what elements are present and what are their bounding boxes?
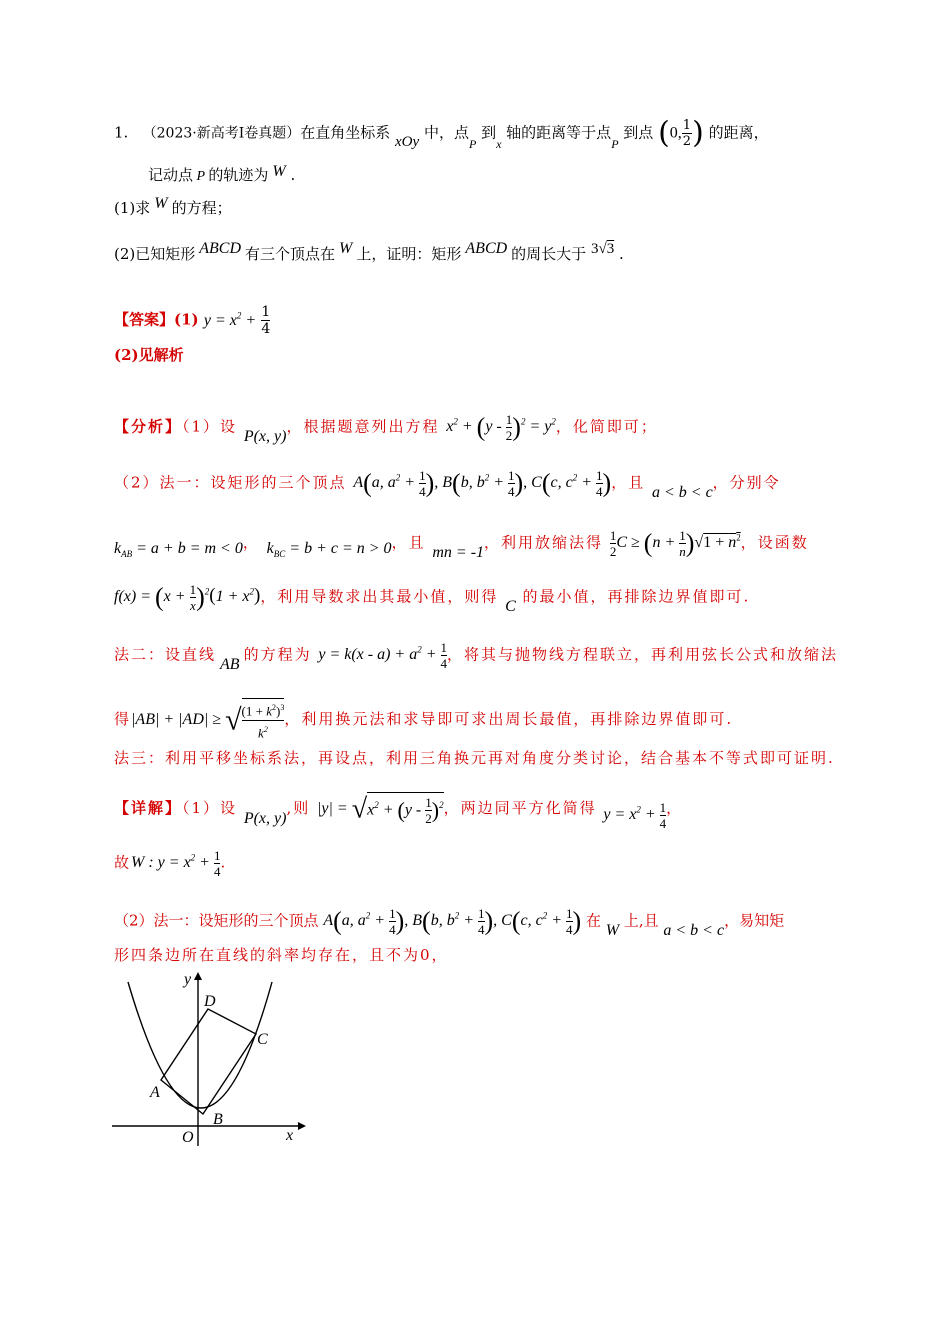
analysis-tag: 【分析】	[114, 417, 183, 436]
detail-line-2: 故W : $y = x^2$ + $\frac{1}{4}$ .	[114, 848, 228, 880]
answer-line: 【答案】(1) $y = x^2$ + $\frac{1}{4}$	[114, 304, 271, 337]
rectangle-abcd	[161, 1009, 256, 1114]
y-axis-label: y	[184, 971, 192, 988]
analysis-line-5: 法二：设直线 AB 的方程为 $y = k(x - a) + a^2$ + $\frac{1}{4}$ ，将其与抛物线方程联立，再利用弦长公式和放缩法	[114, 640, 839, 674]
point-b-label: B	[213, 1111, 223, 1128]
parabola-rectangle-figure	[110, 968, 310, 1148]
point-d-label: D	[204, 993, 216, 1010]
analysis-line-6: 得|AB| + |AD| ≥ √ $\frac{(1 + k^2)^3}{k^2}$ ，利用换元法和求导即可求出周长最值，再排除边界值即可.	[114, 698, 733, 743]
analysis-line-4: f(x) = (x + $\frac{1}{x}$ )$^2(1 + x^2)$，利用导数求出其最小值，则得 C 的最小值，再排除边界值即可.	[114, 582, 751, 616]
problem-number: 1.	[114, 123, 129, 142]
x-axis-arrow	[298, 1122, 306, 1130]
analysis-line-2: （2）法一：设矩形的三个顶点 A(a, $a^2$ + $\frac{1}{4}$ ), B(b, $b^2$ + $\frac{1}{4}$ ), C(c, $c^2$ + $\frac{1}{4}$ )，且 a < b < c，分别令	[114, 468, 781, 502]
analysis-line-1: 【分析】（1）设 P(x, y)，根据题意列出方程 $x^2 + (y$ - $\frac{1}{2}$ )$^2 = y^2$，化简即可；	[114, 412, 658, 446]
y-axis-arrow	[194, 972, 202, 980]
answer-tag: 【答案】	[114, 310, 175, 329]
detail-line-1: 【详解】（1）设 P(x, y),则 $|y| = √x^2 + (y$ - $\frac{1}{2}$ )$^2$，两边同平方化简得 $y = x^2$ + $\frac{1}{4}$ ，	[114, 793, 684, 831]
problem-line-1: 1. （2023·新高考Ⅰ卷真题）在直角坐标系 xOy 中，点$_P$ 到$_x$ 轴的距离等于点$_P$ 到点 (0, $\frac{1}{2}$ ) 的距离，	[114, 115, 769, 151]
problem-source: （2023·新高考Ⅰ卷真题）	[142, 125, 301, 142]
question-2: (2)已知矩形 ABCD 有三个顶点在 W 上，证明：矩形 ABCD 的周长大于 3√3 .	[114, 240, 624, 263]
analysis-line-3: $k_{AB} = a + b = m < 0$， $k_{BC} = b + c = n > 0$，且 mn = -1，利用放缩法得 $\frac{1}{2}$ C ≥ (n + $\frac{1}{n}$ )$√1 + n^2$，设函数	[114, 528, 809, 562]
x-axis-label: x	[286, 1127, 294, 1144]
detail-line-3: （2）法一：设矩形的三个顶点 A(a, $a^2$ + $\frac{1}{4}$ ), B(b, $b^2$ + $\frac{1}{4}$ ), C(c, $c^2$ + $\frac{1}{4}$ ) 在 W 上,且 a < b < c，易知矩	[114, 906, 785, 940]
problem-line-2: 记动点 P 的轨迹为 W .	[148, 163, 296, 184]
analysis-line-7: 法三：利用平移坐标系法，再设点，利用三角换元再对角度分类讨论，结合基本不等式即可证明.	[114, 749, 835, 767]
origin-label: O	[182, 1129, 194, 1146]
question-1: (1)求 W 的方程；	[114, 195, 232, 217]
detail-tag: 【详解】	[114, 798, 183, 817]
detail-line-4: 形四条边所在直线的斜率均存在，且不为0，	[114, 946, 449, 964]
point-c-label: C	[257, 1031, 268, 1048]
point-a-label: A	[150, 1084, 160, 1101]
answer-part2: (2)见解析	[114, 346, 184, 364]
